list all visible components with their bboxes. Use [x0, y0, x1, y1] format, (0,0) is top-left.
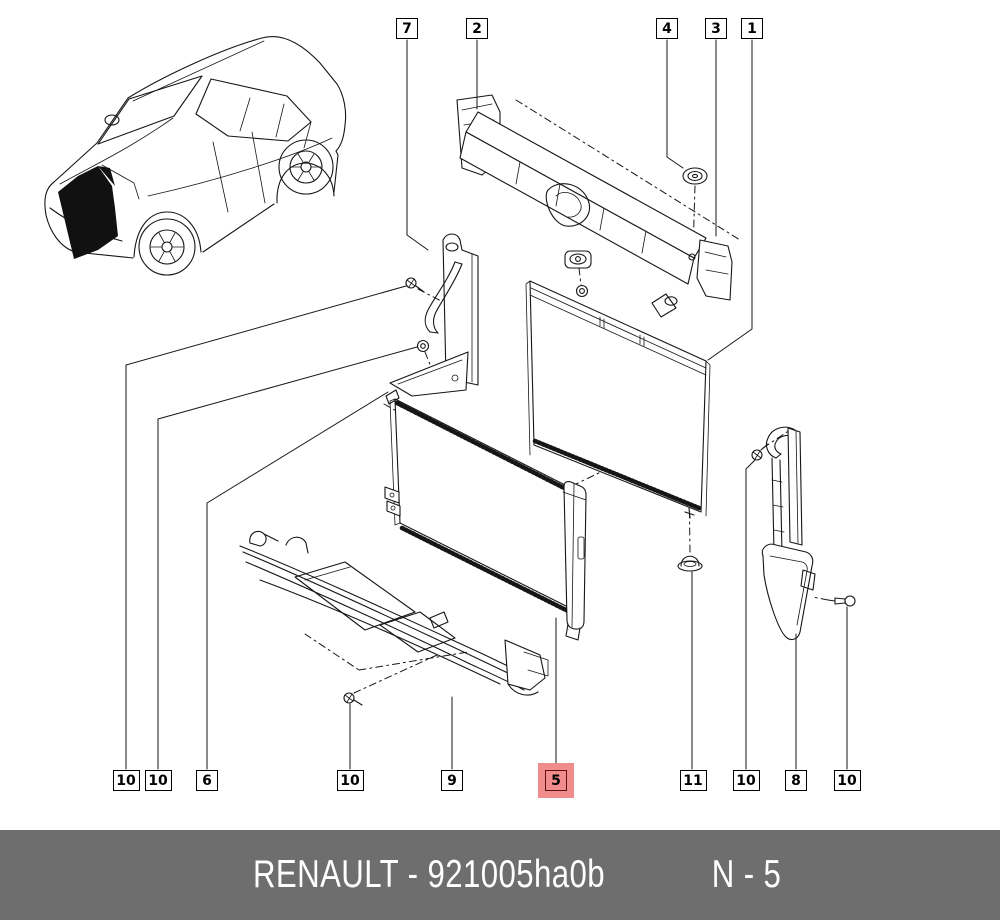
callout-10-b7[interactable]: 10	[733, 770, 760, 791]
callout-2-t1[interactable]: 2	[466, 18, 488, 39]
grommet-item-4	[683, 168, 707, 184]
callout-4-t2[interactable]: 4	[656, 18, 678, 39]
callout-1-t4[interactable]: 1	[741, 18, 763, 39]
footer-page-ref: N - 5	[712, 853, 782, 896]
callout-7-t0[interactable]: 7	[396, 18, 418, 39]
callout-10-b1[interactable]: 10	[145, 770, 172, 791]
footer-part-number: RENAULT - 921005ha0b	[253, 853, 606, 896]
callout-5-b5[interactable]: 5	[545, 770, 567, 791]
grommet-item-11	[678, 556, 702, 571]
callout-10-b3[interactable]: 10	[337, 770, 364, 791]
callout-6-b2[interactable]: 6	[196, 770, 218, 791]
callout-8-b8[interactable]: 8	[785, 770, 807, 791]
callout-3-t3[interactable]: 3	[705, 18, 727, 39]
car-illustration	[45, 37, 346, 275]
left-bracket-assembly	[390, 234, 478, 396]
callout-10-b0[interactable]: 10	[113, 770, 140, 791]
screw-item-10-right-upper	[752, 444, 768, 460]
callout-9-b4[interactable]: 9	[441, 770, 463, 791]
right-deflector	[762, 427, 815, 639]
callout-10-b9[interactable]: 10	[834, 770, 861, 791]
screw-item-10-deflector	[344, 693, 362, 705]
screw-item-10-upper	[406, 278, 424, 292]
footer-bar	[0, 830, 1000, 920]
radiator	[526, 251, 710, 518]
upper-support-panel	[457, 95, 732, 300]
callout-11-b6[interactable]: 11	[680, 770, 707, 791]
screw-item-10-right-lower	[828, 596, 855, 606]
callout-highlight	[538, 763, 574, 798]
screw-item-10-lower	[418, 341, 429, 352]
